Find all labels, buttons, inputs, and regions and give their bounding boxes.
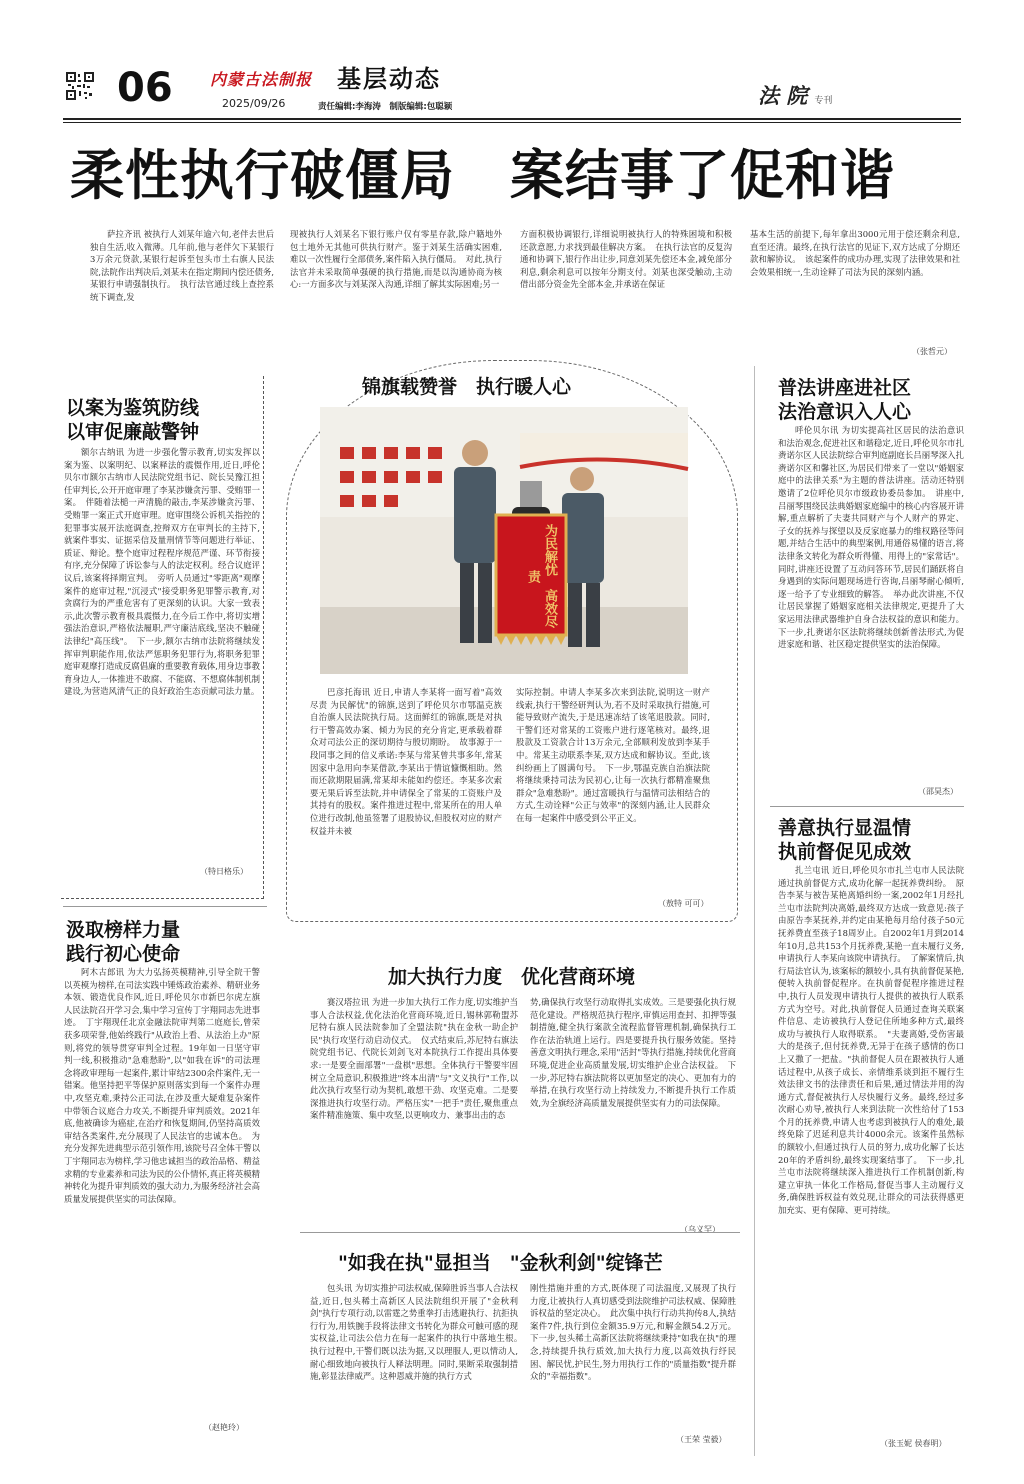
qr-code-icon xyxy=(66,72,94,100)
center1-col-1 xyxy=(310,686,502,910)
column-name xyxy=(758,80,832,110)
masthead-rule-thin xyxy=(63,122,961,123)
right2-byline: （张玉妮 侯春明） xyxy=(880,1439,947,1448)
center2-text-2: 势,确保执行攻坚行动取得扎实成效。三是要强化执行规范化建设。严格规范执行程序,审慎运用查封、扣押等强制措施,健全执行案款全流程监督管理机制,确保执行工作在法治轨道上运行。四是要提升执行服务效能。坚持善意文明执行理念,采用"活封"等执行措施,持续优化营商环境,促进企业高质量发展,切实维护企业合法权益。 下一步,苏尼特右旗法院将以更加坚定的决心、更加有力的举措,在执行攻坚行动上持续发力,不断提升执行工作质效,为全旗经济高质量发展提供坚实有力的司法保障。 xyxy=(530,997,736,1108)
left1-byline: （特日格乐） xyxy=(200,867,248,876)
lead-text-3: 方面积极协调银行,详细说明被执行人的特殊困境和积极还款意愿,力求找到最佳解决方案。 在执行法官的反复沟通和协调下,银行作出让步,同意刘某先偿还本金,减免部分利息,剩余利息可以按年分期支付。刘某也深受触动,主动借出部分资金先全部本金,并承诺在保证 xyxy=(520,229,732,290)
lead-text-2: 现被执行人刘某名下银行账户仅有零星存款,除户籍地外包土地外无其他可供执行财产。鉴于刘某生活确实困难,难以一次性履行全部债务,案件陷入执行僵局。 对此,执行法官并未采取简单强硬的执行措施,而是以沟通协商为核心:一方面多次与刘某深入沟通,详细了解其实际困难;另一 xyxy=(290,229,502,290)
masthead-rule xyxy=(63,118,961,120)
section-title: 基层动态 xyxy=(337,64,441,93)
center1-col-2 xyxy=(516,686,710,900)
editors-line: 责任编辑:李海涛 制版编辑:包聪颖 xyxy=(318,102,453,112)
center1-text-1: 巴彦托海讯 近日,申请人李某将一面写着"高效尽责 为民解忧"的锦旗,送到了呼伦贝尔市鄂温克族自治旗人民法院执行局。这面鲜红的锦旗,既是对执行干警高效办案、倾力为民的充分肯定,更承载着群众对司法公正的深切期待与殷切期盼。 故事源于一段同事之间的信义承诺:李某与常某曾共事多年,常某因家中急用向李某借款,李某出于情谊慷慨相助。然而还款期限届满,常某却未能如约偿还。李某多次索要无果后诉至法院,并申请保全了常某的工资账户及其持有的股权。案件推进过程中,常某所在的用人单位进行改制,他虽签署了退股协议,但股权对应的财产权益并未被 xyxy=(310,687,502,836)
left1-title-line1: 以案为鉴筑防线 xyxy=(66,397,200,419)
paper-logo: 内蒙古法制报 xyxy=(210,70,313,89)
banner-text: 为民解忧 高效尽责 xyxy=(525,524,557,628)
center2-col-2 xyxy=(530,996,736,1222)
column-subtitle: 专刊 xyxy=(814,96,833,106)
left2-text: 阿木古郎讯 为大力弘扬英模精神,引导全院干警以英模为榜样,在司法实践中锤炼政治素养、精研业务本领、锻造优良作风,近日,呼伦贝尔市新巴尔虎左旗人民法院召开学习会,集中学习宣传丁宇翔同志先进事迹。 丁宇翔现任北京金融法院审判第二庭庭长,曾荣获多项荣誉,他始终践行"从政治上看、从法治上办"原则,将党的领导贯穿审判全过程。19年如一日坚守审判一线,积极推动"急难愁盼",以"如我在诉"的司法理念将政审理每一起案件,累计审结2300余件案件,无一错案。他坚持把平等保护原则落实到每一个案件办理中,攻坚克难,秉持公正司法,在涉及重大疑难复杂案件中带领合议庭合力攻关,不断提升审判质效。2021年底,他被确诊为癌症,在治疗和恢复期间,仍坚持高质效审结各类案件,充分展现了人民法官的忠诚本色。 为充分发挥先进典型示范引领作用,该院号召全体干警以丁宇翔同志为榜样,学习他忠诚担当的政治品格、精益求精的专业素养和司法为民的公仆情怀,真正将英模精神转化为提升审判质效的强大动力,为服务经济社会高质量发展提供坚实的司法保障。 xyxy=(64,967,260,1204)
right1-text: 呼伦贝尔讯 为切实提高社区居民的法治意识和法治观念,促进社区和谐稳定,近日,呼伦贝尔市扎赉诺尔区人民法院综合审判庭副庭长吕丽琴深入扎赉诺尔区和馨社区,为居民们带来了一堂以"婚姻家庭中的法律关系"为主题的普法讲座。活动还特别邀请了2位呼伦贝尔市级政协委员参加。 讲座中,吕丽琴围绕民法典婚姻家庭编中的核心内容展开讲解,重点解析了夫妻共同财产与个人财产的界定、子女的抚养与探望以及反家庭暴力的维权路径等问题,并结合生活中的典型案例,用通俗易懂的语言,将法律条文转化为群众听得懂、用得上的"家常话"。同时,讲座还设置了互动问答环节,居民们踊跃将自身遇到的实际问题现场进行咨询,吕丽琴耐心倾听,逐一给予了专业细致的解答。 举办此次讲座,不仅让居民掌握了婚姻家庭相关法律规定,更提升了大家运用法律武器维护自身合法权益的意识和能力。下一步,扎赉诺尔区法院将继续创新普法形式,为促进家庭和谐、社区稳定提供坚实的法治保障。 xyxy=(778,425,964,650)
column-title: 法 院 xyxy=(758,83,808,108)
right1-title-line2: 法治意识入人心 xyxy=(778,401,912,423)
lead-col-4 xyxy=(750,228,960,316)
issue-date: 2025/09/26 xyxy=(222,97,286,110)
left2-title-line1: 汲取榜样力量 xyxy=(66,919,181,941)
center3-text-1: 包头讯 为切实推护司法权威,保障胜诉当事人合法权益,近日,包头稀土高新区人民法院组织开展了"金秋利剑"执行专项行动,以雷霆之势重拳打击逃避执行、抗拒执行行为,用铁腕手段将法律文书转化为群众可触可感的现实权益,让司法公信力在每一起案件的执行中落地生根。 执行过程中,干警们既以法为据,又以理服人,更以情动人,耐心细致地向被执行人释法明理。同时,果断采取强制措施,彰显法律威严。这种恩威并施的执行方式 xyxy=(310,1283,527,1382)
center3-divider xyxy=(300,1232,740,1233)
center3-title: "如我在执"显担当 "金秋利剑"绽锋芒 xyxy=(338,1252,663,1274)
lead-headline: 柔性执行破僵局 案结事了促和谐 xyxy=(70,143,895,207)
left1-title xyxy=(66,396,266,444)
left2-body xyxy=(64,966,260,1418)
right2-title xyxy=(778,816,968,864)
left1-title-line2: 以审促廉敲警钟 xyxy=(66,421,200,443)
right1-title-line1: 普法讲座进社区 xyxy=(778,377,912,399)
right2-title-line1: 善意执行显温情 xyxy=(778,817,912,839)
lead-text-4: 基本生活的前提下,每年拿出3000元用于偿还剩余利息,直至还清。最终,在执行法官的见证下,双方达成了分期还款和解协议。 该起案件的成功办理,实现了法律效果和社会效果相统一,生动诠释了司法为民的深刻内涵。 xyxy=(750,229,960,277)
right2-text: 扎兰屯讯 近日,呼伦贝尔市扎兰屯市人民法院通过执前督促方式,成功化解一起抚养费纠纷。 原告李某与被告某艳离婚纠纷一案,2002年1月经扎兰屯市法院判决离婚,最终双方达成一致意见:孩子由原告李某抚养,并约定由某艳每月给付孩子50元抚养费直至孩子18周岁止。自2002年1月到2014年10月,总共153个月抚养费,某艳一直未履行义务,申请执行人李某向该院申请执行。 了解案情后,执行局法官认为,该案标的额较小,具有执前督促某艳,便转入执前督促程序。在执前督促程序推进过程中,执行人员发现申请执行人提供的被执行人联系方式为空号。对此,执前督促人员通过查询关联案件信息、走访被执行人登记住所地多种方式,最终成功与被执行人取得联系。 "夫妻离婚,受伤害最大的是孩子,但付抚养费,无异于在孩子感情的伤口上又撒了一把盐。"执前督促人员在跟被执行人通话过程中,从孩子成长、亲情维系谈到拒不履行生效法律文书的法律责任和后果,通过情法并用的沟通方式,督促被执行人尽快履行义务。最终,经过多次耐心劝导,被执行人来到法院一次性给付了153个月的抚养费,申请人也考虑到被执行人的难处,最终免除了迟延利息共计4000余元。该案件虽然标的额较小,但通过执行人员的努力,成功化解了长达20年的矛盾纠纷,最终实现案结事了。 下一步,扎兰屯市法院将继续深入推进执行工作机制创新,构建立审执一体化工作格局,督促当事人主动履行义务,确保胜诉权益有效兑现,让群众的司法获得感更加充实、更有保障、更可持续。 xyxy=(778,865,964,1216)
right2-divider xyxy=(770,806,964,807)
right2-title-line2: 执前督促见成效 xyxy=(778,841,912,863)
center2-col-1 xyxy=(310,996,518,1232)
center2-text-1: 赛汉塔拉讯 为进一步加大执行工作力度,切实维护当事人合法权益,优化法治化营商环境,近日,锡林郭勒盟苏尼特右旗人民法院参加了全盟法院"执在金秋一助企护民"执行攻坚行动启动仪式。 仪式结束后,苏尼特右旗法院党组书记、代院长刘剑飞对本院执行工作提出具体要求:一是要全面部署"一盘棋"思想。全体执行干警要牢固树立全局意识,积极推进"终本出清"与"文义执行"工作,以此次执行攻坚行动为契机,敢想干劲、攻坚克难。二是要深推进执行攻坚行动。严格压实"一把手"责任,聚焦重点案件精准施策、集中攻坚,以更响攻力、兼事出击的态 xyxy=(310,997,518,1121)
right1-body xyxy=(778,424,964,776)
right1-byline: （邵昊杰） xyxy=(918,787,958,796)
left1-text: 额尔古纳讯 为进一步强化警示教育,切实发挥以案为鉴、以案明纪、以案释法的震慑作用,近日,呼伦贝尔市额尔古纳市人民法院党组书记、院长吴豫江担任审判长,公开开庭审理了李某涉嫌贪污罪、受贿罪一案。 伴随着法槌一声清脆的敲击,李某涉嫌贪污罪、受贿罪一案正式开庭审理。庭审围绕公诉机关指控的犯罪事实展开法庭调查,控辩双方在审判长的主持下,就案件事实、证据采信及量刑情节等问题进行举证、质证、辩论。整个庭审过程程序规范严谨、环节衔接有序,充分保障了诉讼参与人的法定权利。经合议庭评议后,该案将择期宣判。 旁听人员通过"零距离"观摩案件的庭审过程,"沉浸式"接受职务犯罪警示教育,对贪腐行为的严重危害有了更深刻的认识。大家一致表示,此次警示教育极具震慑力,在今后工作中,将切实增强法治意识,严格依法履职,严守廉洁底线,坚决不触碰法律纪"高压线"。 下一步,额尔古纳市法院将继续发挥审判职能作用,依法严惩职务犯罪行为,将职务犯罪庭审观摩打造成反腐倡廉的重要教育载体,用身边事教育身边人,一体推进不敢腐、不能腐、不想腐体制机制建设,为营造风清气正的良好政治生态贡献司法力量。 xyxy=(64,447,260,697)
center2-title: 加大执行力度 优化营商环境 xyxy=(388,966,636,988)
center3-col-2 xyxy=(530,1282,736,1430)
center3-byline: （王荣 莹毅） xyxy=(676,1435,727,1444)
center2-byline: （乌义罕） xyxy=(680,1225,720,1234)
lead-col-3 xyxy=(520,228,732,340)
left2-byline: （赵艳玲） xyxy=(204,1423,244,1432)
center1-title: 锦旗载赞誉 执行暖人心 xyxy=(362,376,572,398)
right-column-rule xyxy=(754,366,755,1456)
left2-title xyxy=(66,918,266,966)
lead-byline: （张哲元） xyxy=(912,347,952,356)
left2-title-line2: 践行初心使命 xyxy=(66,943,181,965)
right2-body xyxy=(778,864,964,1430)
news-photo xyxy=(320,407,688,674)
center1-byline: （敖特 可可） xyxy=(658,899,709,908)
lead-text-1: 萨拉齐讯 被执行人刘某年逾六旬,老伴去世后独自生活,收入微薄。几年前,他与老伴欠下某银行3万余元贷款,某银行起诉至包头市土右旗人民法院,法院作出判决后,刘某未在指定期间内偿还债务,某银行申请强制执行。 执行法官通过线上查控系统下调查,发 xyxy=(90,229,274,302)
lead-col-2 xyxy=(290,228,502,340)
left1-body xyxy=(64,446,260,860)
lead-col-1 xyxy=(90,228,274,340)
center3-col-1 xyxy=(310,1282,527,1428)
left2-divider xyxy=(63,906,267,907)
right1-title xyxy=(778,376,968,424)
page-number: 06 xyxy=(117,65,173,111)
center3-text-2: 刚性措施并重的方式,既体现了司法温度,又展现了执行力度,让被执行人真切感受到法院维护司法权威、保障胜诉权益的坚定决心。 此次集中执行行动共拘传8人,执结案件7件,执行到位金额35.9万元,和解金额54.2万元。下一步,包头稀土高新区法院将继续秉持"如我在执"的理念,持续提升执行质效,加大执行力度,以高效执行纾民困、解民忧,护民生,努力用执行工作的"质量指数"提升群众的"幸福指数"。 xyxy=(530,1283,736,1382)
center1-text-2: 实际控制。申请人李某多次来到法院,说明这一财产线索,执行干警经研判认为,若不及时采取执行措施,可能导致财产流失,于是迅速冻结了该笔退股款。同时,干警们还对常某的工资账户进行逐笔核对。最终,退股款及工资款合计13万余元,全部顺利发放到李某手中。常某主动联系李某,双方达成和解协议。至此,该纠纷画上了圆满句号。 下一步,鄂温克族自治旗法院将继续秉持司法为民初心,让每一次执行都精准聚焦群众"急难愁盼"。通过富暖执行与温情司法相结合的方式,生动诠释"公正与效率"的深刻内涵,让人民群众在每一起案件中感受到公平正义。 xyxy=(516,687,710,823)
